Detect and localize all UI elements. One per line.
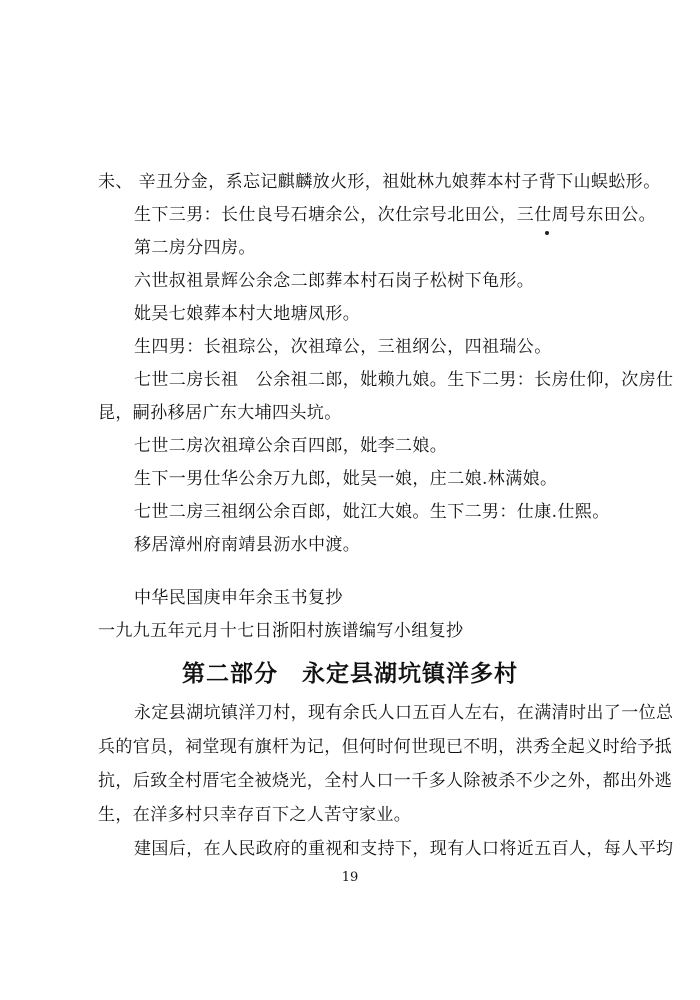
genealogy-line: 妣吴七娘葬本村大地塘凤形。: [134, 304, 361, 324]
genealogy-line: 未、 辛丑分金，系忘记麒麟放火形，祖妣林九娘葬本村子背下山蜈蚣形。: [98, 172, 661, 192]
paragraph-line: 生，在洋多村只幸存百下之人苦守家业。: [98, 805, 412, 825]
genealogy-line: 六世叔祖景辉公余念二郎葬本村石岗子松树下龟形。: [134, 271, 535, 291]
genealogy-line: 生下三男：长仕良号石塘余公，次仕宗号北田公，三仕周号东田公。: [134, 205, 656, 225]
page-number: 19: [341, 870, 359, 885]
genealogy-line: 昆，嗣孙移居广东大埔四头坑。: [98, 403, 342, 423]
paragraph-line: 永定县湖坑镇洋刀村，现有余氏人口五百人左右，在满清时出了一位总: [134, 703, 674, 723]
colophon-line: 中华民国庚申年余玉书复抄: [134, 588, 343, 608]
paragraph-line: 抗，后致全村厝宅全被烧光，全村人口一千多人除被杀不少之外，都出外逃: [98, 771, 673, 791]
genealogy-line: 生四男：长祖琮公，次祖璋公，三祖纲公，四祖瑞公。: [134, 337, 552, 357]
genealogy-line: 第二房分四房。: [134, 238, 256, 258]
paragraph-line: 兵的官员，祠堂现有旗杆为记，但何时何世现已不明，洪秀全起义时给予抵: [98, 737, 673, 757]
genealogy-line: 七世二房三祖纲公余百郎，妣江大娘。生下二男：仕康.仕熙。: [134, 502, 610, 522]
genealogy-line: 七世二房长祖 公余祖二郎，妣赖九娘。生下二男：长房仕仰，次房仕: [134, 370, 674, 390]
paragraph-line: 建国后，在人民政府的重视和支持下，现有人口将近五百人，每人平均: [134, 839, 674, 859]
ink-speck: [545, 231, 549, 235]
genealogy-line: 生下一男仕华公余万九郎，妣吴一娘，庄二娘.林满娘。: [134, 469, 558, 489]
genealogy-line: 移居漳州府南靖县沥水中渡。: [134, 535, 361, 555]
genealogy-line: 七世二房次祖璋公余百四郎，妣李二娘。: [134, 436, 448, 456]
colophon-line: 一九九五年元月十七日浙阳村族谱编写小组复抄: [98, 621, 464, 641]
section-heading: 第二部分 永定县湖坑镇洋多村: [182, 661, 518, 687]
